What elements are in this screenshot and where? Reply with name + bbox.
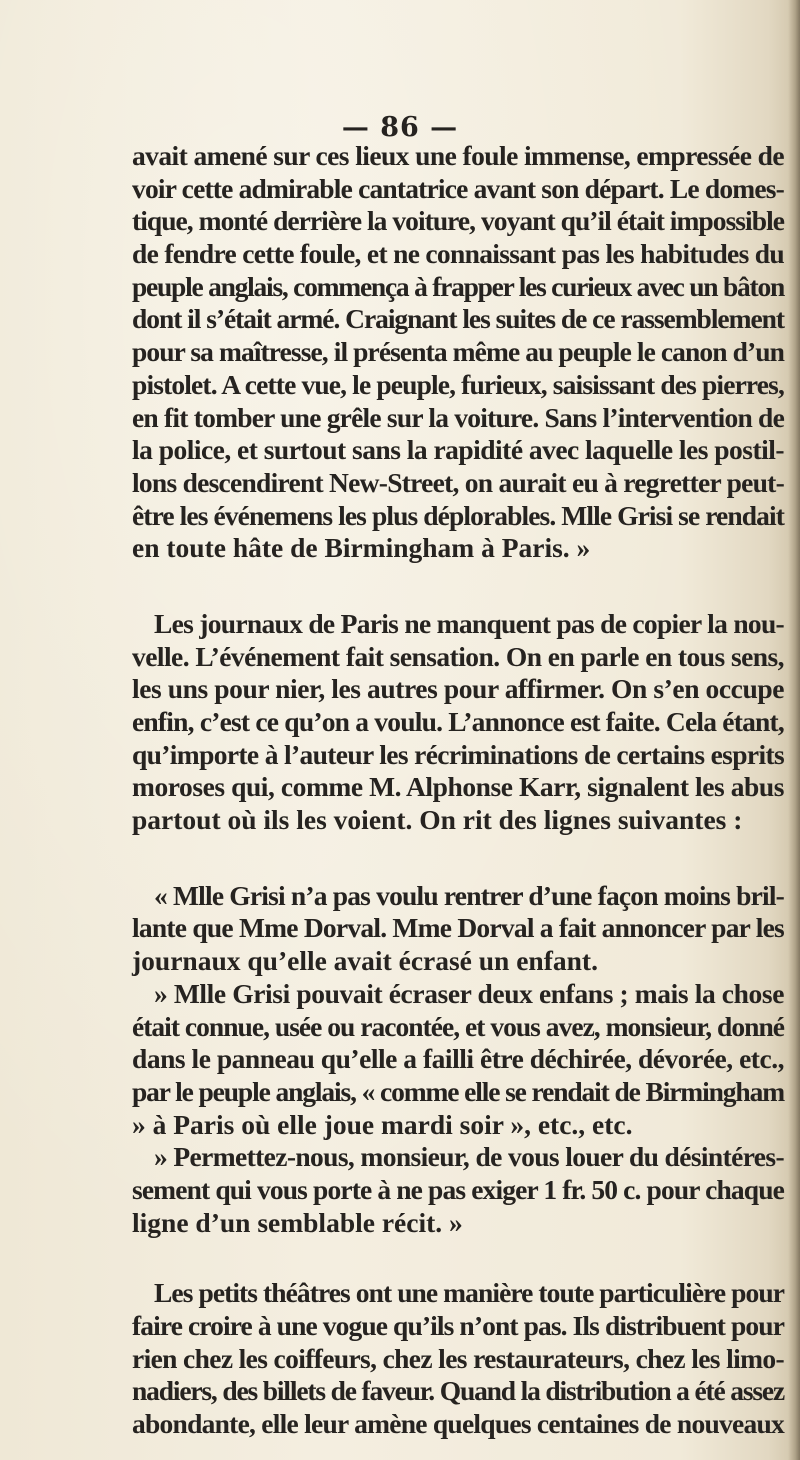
quotation	[132, 880, 784, 1240]
text-line: la police, et surtout sans la rapidité avec laquelle les postil-	[132, 434, 784, 466]
text-line: sement qui vous porte à ne pas exiger 1 fr. 50 c. pour chaque	[132, 1173, 784, 1205]
text-line: de fendre cette foule, et ne connaissant pas les habitudes du	[132, 238, 784, 270]
text-line: lons descendirent New-Street, on aurait eu à regretter peut-	[132, 466, 785, 498]
text-line: ligne d’un semblable récit. »	[132, 1206, 463, 1238]
text-line: journaux qu’elle avait écrasé un enfant.	[132, 945, 598, 977]
text-line: faire croire à une vogue qu’ils n’ont pas. Ils distribuent pour	[132, 1310, 785, 1341]
text-line: Les petits théâtres ont une manière toute particulière pour	[154, 1277, 785, 1309]
text-line: avait amené sur ces lieux une foule immense, empressée de	[132, 140, 785, 171]
text-line: peuple anglais, commença à frapper les curieux avec un bâton	[132, 270, 784, 302]
text-line: velle. L’événement fait sensation. On en parle en tous sens,	[132, 640, 784, 672]
text-line: par le peuple anglais, « comme elle se rendait de Birmingham	[132, 1075, 784, 1107]
page-number: — 86 —	[341, 112, 459, 143]
paragraph-gap	[132, 837, 784, 880]
text-line: dans le panneau qu’elle a failli être déchirée, dévorée, etc.,	[132, 1043, 785, 1075]
text-line: pour sa maîtresse, il présenta même au peuple le canon d’un	[132, 336, 785, 368]
page-edge-shadow	[788, 0, 800, 1460]
text-line: les uns pour nier, les autres pour affirmer. On s’en occupe	[132, 673, 785, 705]
paragraph-gap	[132, 1239, 784, 1277]
text-line: enfin, c’est ce qu’on a voulu. L’annonce est faite. Cela étant,	[132, 706, 785, 737]
text-line: était connue, usée ou racontée, et vous avez, monsieur, donné	[132, 1010, 784, 1042]
paragraph-gap	[132, 565, 784, 608]
text-line: tique, monté derrière la voiture, voyant qu’il était impossible	[132, 205, 784, 237]
text-line: » à Paris où elle joue mardi soir », etc., etc.	[132, 1108, 633, 1140]
paragraph	[132, 140, 784, 565]
paragraph	[132, 1277, 784, 1440]
text-line: » Permettez-nous, monsieur, de vous louer du désintéres-	[154, 1141, 784, 1173]
text-line: être les événemens les plus déplorables. Mlle Grisi se rendait	[132, 499, 784, 531]
text-line: moroses qui, comme M. Alphonse Karr, signalent les abus	[132, 771, 784, 803]
text-line: lante que Mme Dorval. Mme Dorval a fait annoncer par les	[132, 912, 784, 944]
text-line: nadiers, des billets de faveur. Quand la distribution a été assez	[132, 1375, 784, 1407]
text-line: pistolet. A cette vue, le peuple, furieux, saisissant des pierres,	[132, 368, 784, 400]
text-line: dont il s’était armé. Craignant les suites de ce rassemblement	[132, 303, 784, 335]
text-line: en fit tomber une grêle sur la voiture. Sans l’intervention de	[132, 401, 784, 433]
text-line: rien chez les coiffeurs, chez les restaurateurs, chez les limo-	[132, 1342, 784, 1374]
text-line: abondante, elle leur amène quelques centaines de nouveaux	[132, 1408, 784, 1440]
text-line: » Mlle Grisi pouvait écraser deux enfans ; mais la chose	[154, 977, 785, 1009]
text-line: « Mlle Grisi n’a pas voulu rentrer d’une façon moins bril-	[154, 879, 785, 911]
text-line: en toute hâte de Birmingham à Paris. »	[132, 532, 591, 564]
body-text	[132, 140, 784, 1441]
text-line: voir cette admirable cantatrice avant son départ. Le domes-	[132, 172, 784, 204]
paragraph	[132, 608, 784, 837]
text-line: qu’importe à l’auteur les récriminations de certains esprits	[132, 738, 785, 770]
text-line: Les journaux de Paris ne manquent pas de copier la nou-	[154, 607, 785, 639]
text-line: partout où ils les voient. On rit des lignes suivantes :	[132, 804, 743, 836]
